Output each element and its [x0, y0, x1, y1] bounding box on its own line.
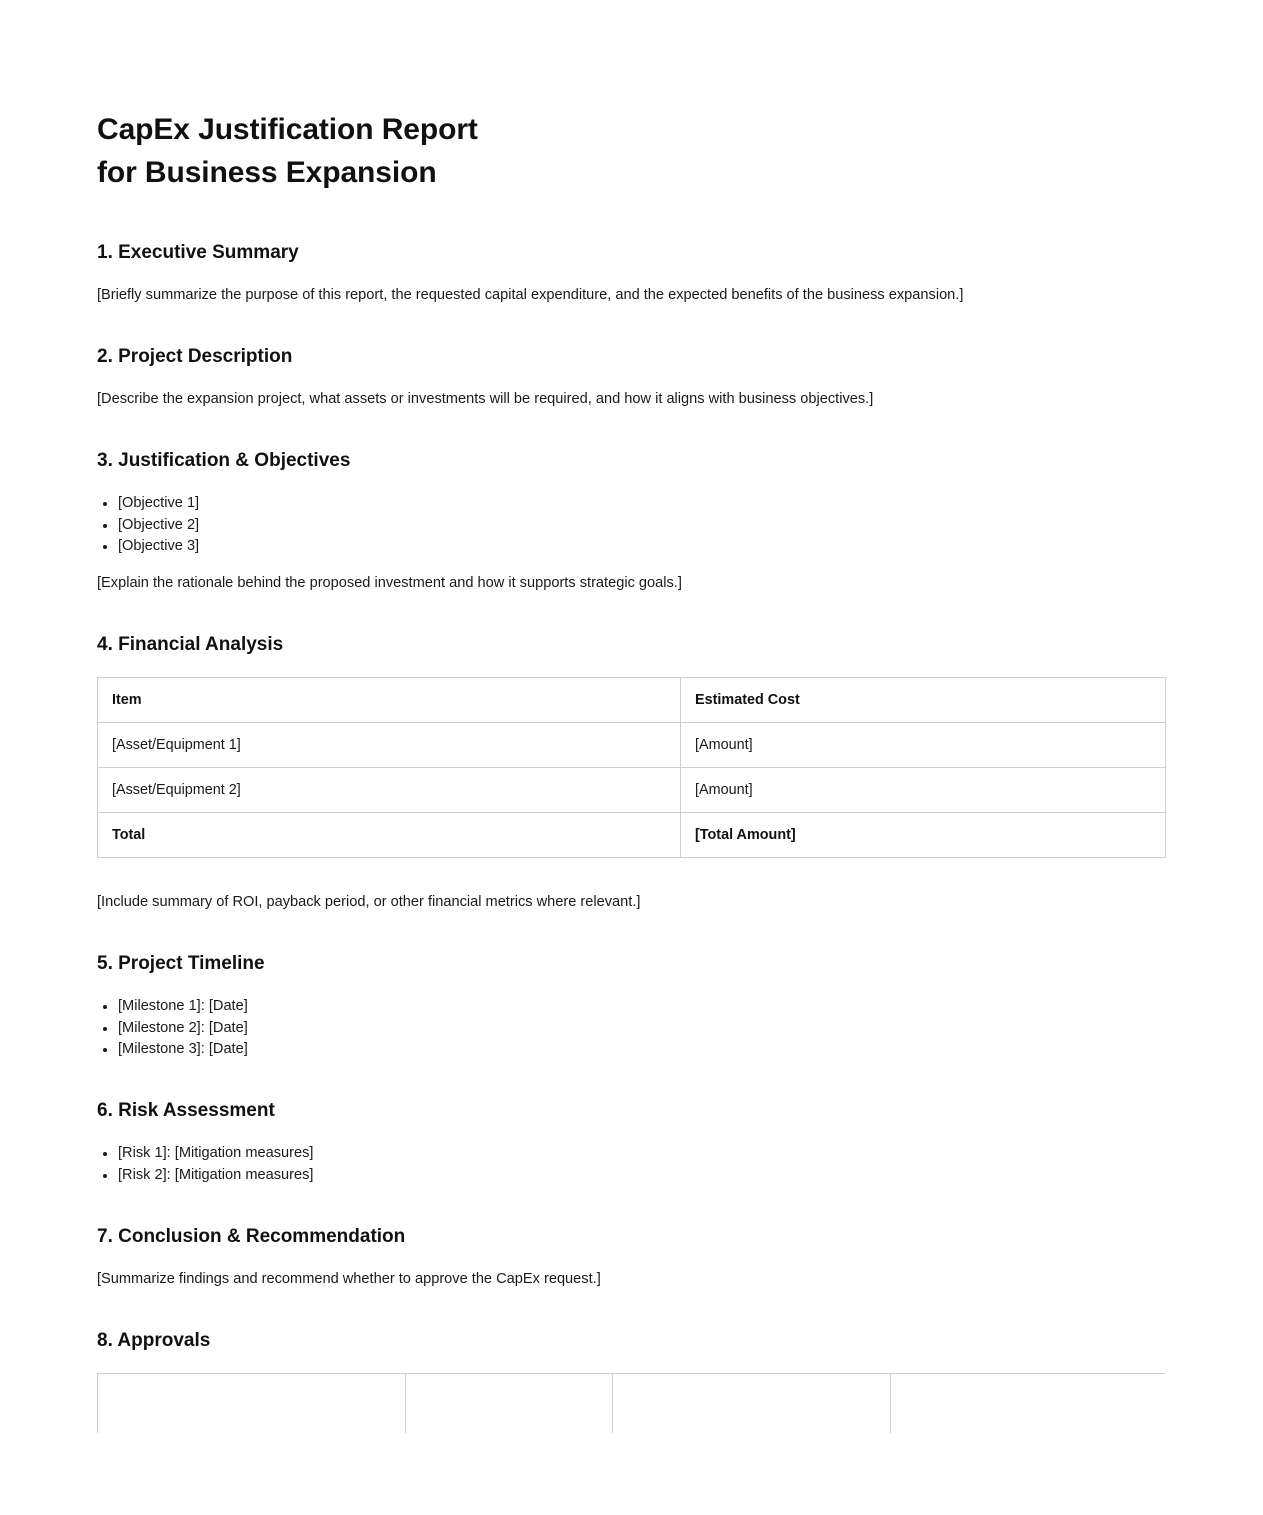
list-risks: [97, 1143, 1165, 1186]
text-executive-summary: [Briefly summarize the purpose of this report, the requested capital expenditure, and the expected benefits of the business expansion.]: [97, 287, 964, 303]
heading-financial-analysis: 4. Financial Analysis: [97, 634, 284, 655]
column-header-2: [406, 1373, 613, 1433]
cell-total-amount: [Total Amount]: [681, 813, 1166, 858]
heading-approvals: 8. Approvals: [97, 1329, 211, 1351]
text-justification-rationale: [Explain the rationale behind the proposed investment and how it supports strategic goals.]: [97, 575, 682, 591]
list-item: [Risk 1]: [Mitigation measures]: [97, 1143, 1165, 1164]
column-header-1: [98, 1373, 406, 1433]
financial-analysis-table: [97, 677, 1166, 858]
table-row: [98, 723, 1166, 768]
page-title-line-2: for Business Expansion: [97, 156, 437, 189]
list-milestones: [97, 996, 1165, 1060]
list-item: [Objective 2]: [97, 515, 1165, 536]
page-title-line-1: CapEx Justification Report: [97, 113, 478, 146]
page-title: [97, 108, 1165, 194]
list-item: [Milestone 3]: [Date]: [97, 1039, 1165, 1060]
heading-conclusion-recommendation: 7. Conclusion & Recommendation: [97, 1225, 406, 1247]
column-header-4: [891, 1373, 1166, 1433]
heading-risk-assessment: 6. Risk Assessment: [97, 1100, 275, 1121]
list-item: [Objective 3]: [97, 536, 1165, 557]
table-header-row: [98, 1373, 1166, 1433]
approvals-table-clip: [97, 1373, 1165, 1433]
list-objectives: [97, 493, 1165, 557]
column-header-item: Item: [98, 678, 681, 723]
heading-project-description: 2. Project Description: [97, 346, 293, 367]
cell-cost: [Amount]: [681, 768, 1166, 813]
cell-item: [Asset/Equipment 1]: [98, 723, 681, 768]
cell-item: [Asset/Equipment 2]: [98, 768, 681, 813]
text-project-description: [Describe the expansion project, what assets or investments will be required, and how it aligns with business objectives.]: [97, 391, 874, 407]
table-row-total: [98, 813, 1166, 858]
heading-executive-summary: 1. Executive Summary: [97, 242, 299, 263]
list-item: [Milestone 2]: [Date]: [97, 1018, 1165, 1039]
heading-justification-objectives: 3. Justification & Objectives: [97, 450, 351, 471]
table-header-row: [98, 678, 1166, 723]
table-row: [98, 768, 1166, 813]
list-item: [Objective 1]: [97, 493, 1165, 514]
cell-cost: [Amount]: [681, 723, 1166, 768]
list-item: [Milestone 1]: [Date]: [97, 996, 1165, 1017]
heading-project-timeline: 5. Project Timeline: [97, 953, 265, 974]
text-financial-metrics: [Include summary of ROI, payback period, or other financial metrics where relevant.]: [97, 894, 641, 910]
approvals-table: [97, 1373, 1165, 1433]
list-item: [Risk 2]: [Mitigation measures]: [97, 1165, 1165, 1186]
cell-total-label: Total: [98, 813, 681, 858]
column-header-3: [613, 1373, 891, 1433]
text-conclusion: [Summarize findings and recommend whether to approve the CapEx request.]: [97, 1270, 601, 1287]
column-header-estimated-cost: Estimated Cost: [681, 678, 1166, 723]
